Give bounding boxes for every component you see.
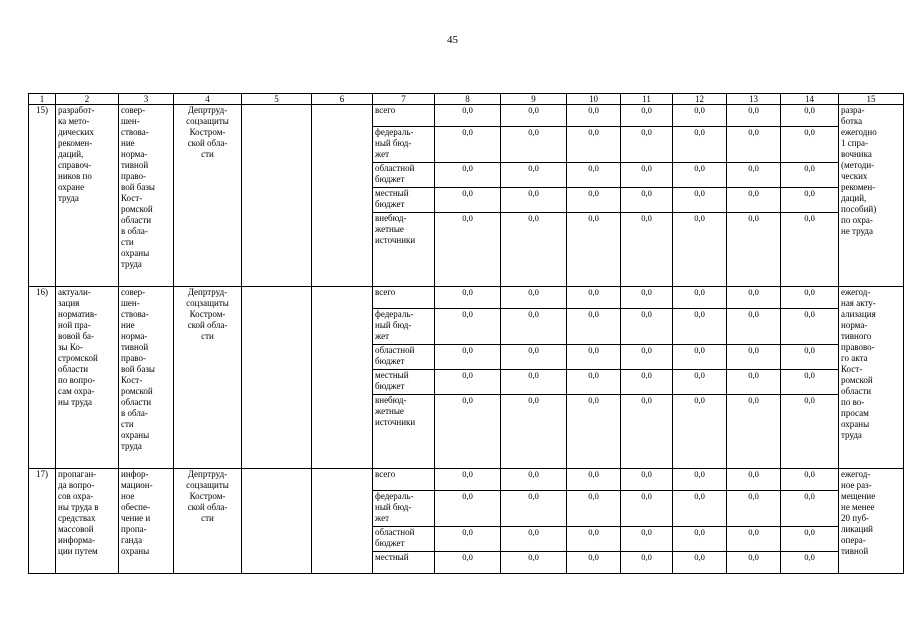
funding-amount: 0,0 <box>435 370 501 395</box>
expected-result: ежегод- ная акту- ализация норма- тивного правово- го акта Кост- ромской области по во- просам охраны труда <box>839 287 904 469</box>
funding-amount: 0,0 <box>621 345 673 370</box>
funding-source-label: внебюд- жетные источники <box>373 395 435 469</box>
funding-amount: 0,0 <box>435 188 501 213</box>
funding-amount: 0,0 <box>727 188 781 213</box>
column-header: 11 <box>621 94 673 105</box>
funding-amount: 0,0 <box>501 491 567 527</box>
event-name: разработ- ка мето- дических рекомен- даций, справоч- ников по охране труда <box>56 105 119 287</box>
funding-amount: 0,0 <box>567 127 621 163</box>
column-header: 14 <box>781 94 839 105</box>
funding-amount: 0,0 <box>435 163 501 188</box>
column-header: 4 <box>174 94 242 105</box>
funding-amount: 0,0 <box>501 395 567 469</box>
funding-amount: 0,0 <box>673 287 727 309</box>
funding-amount: 0,0 <box>621 469 673 491</box>
executor: Депртруд- соцзащиты Костром- ской обла- сти <box>174 287 242 469</box>
column-header: 5 <box>242 94 312 105</box>
funding-amount: 0,0 <box>621 491 673 527</box>
funding-amount: 0,0 <box>435 395 501 469</box>
funding-amount: 0,0 <box>781 491 839 527</box>
expected-result: ежегод- ное раз- мещение не менее 20 пуб- ликаций опера- тивной <box>839 469 904 574</box>
funding-amount: 0,0 <box>567 552 621 574</box>
funding-amount: 0,0 <box>621 105 673 127</box>
funding-amount: 0,0 <box>727 309 781 345</box>
funding-source-label: всего <box>373 105 435 127</box>
funding-amount: 0,0 <box>567 163 621 188</box>
funding-amount: 0,0 <box>781 163 839 188</box>
funding-amount: 0,0 <box>781 127 839 163</box>
event-name: актуали- зация норматив- ной пра- вовой ба- зы Ко- стромской области по вопро- сам охра- ны труда <box>56 287 119 469</box>
funding-amount: 0,0 <box>567 213 621 287</box>
funding-amount: 0,0 <box>567 188 621 213</box>
funding-source-label: внебюд- жетные источники <box>373 213 435 287</box>
funding-amount: 0,0 <box>727 491 781 527</box>
empty-cell <box>312 105 373 287</box>
funding-amount: 0,0 <box>781 188 839 213</box>
column-header: 15 <box>839 94 904 105</box>
funding-amount: 0,0 <box>567 345 621 370</box>
funding-amount: 0,0 <box>621 552 673 574</box>
funding-amount: 0,0 <box>727 469 781 491</box>
page-number: 45 <box>447 34 458 46</box>
funding-amount: 0,0 <box>673 188 727 213</box>
funding-amount: 0,0 <box>435 527 501 552</box>
table-row <box>29 287 904 309</box>
funding-amount: 0,0 <box>781 309 839 345</box>
funding-amount: 0,0 <box>781 345 839 370</box>
empty-cell <box>312 469 373 574</box>
funding-source-label: всего <box>373 469 435 491</box>
row-number: 16) <box>29 287 56 469</box>
funding-amount: 0,0 <box>781 287 839 309</box>
funding-amount: 0,0 <box>567 309 621 345</box>
funding-source-label: областной бюджет <box>373 163 435 188</box>
funding-amount: 0,0 <box>435 127 501 163</box>
funding-amount: 0,0 <box>501 552 567 574</box>
event-name: пропаган- да вопро- сов охра- ны труда в средствах массовой информа- ции путем <box>56 469 119 574</box>
column-header: 9 <box>501 94 567 105</box>
funding-amount: 0,0 <box>673 491 727 527</box>
funding-amount: 0,0 <box>501 287 567 309</box>
column-header: 2 <box>56 94 119 105</box>
program-direction: совер- шен- ствова- ние норма- тивной право- вой базы Кост- ромской области в обла- сти охраны труда <box>119 105 174 287</box>
funding-amount: 0,0 <box>435 105 501 127</box>
funding-amount: 0,0 <box>567 370 621 395</box>
funding-source-label: федераль- ный бюд- жет <box>373 491 435 527</box>
column-header: 10 <box>567 94 621 105</box>
column-header: 3 <box>119 94 174 105</box>
funding-amount: 0,0 <box>727 345 781 370</box>
funding-amount: 0,0 <box>727 552 781 574</box>
funding-amount: 0,0 <box>435 213 501 287</box>
funding-amount: 0,0 <box>621 395 673 469</box>
funding-amount: 0,0 <box>621 287 673 309</box>
column-header: 8 <box>435 94 501 105</box>
table-row <box>29 105 904 127</box>
funding-source-label: федераль- ный бюд- жет <box>373 309 435 345</box>
funding-amount: 0,0 <box>673 395 727 469</box>
program-direction: инфор- мацион- ное обеспе- чение и пропа- ганда охраны <box>119 469 174 574</box>
funding-amount: 0,0 <box>567 287 621 309</box>
funding-source-label: областной бюджет <box>373 527 435 552</box>
funding-amount: 0,0 <box>727 395 781 469</box>
funding-amount: 0,0 <box>501 105 567 127</box>
expected-result: разра- ботка ежегодно 1 спра- вочника (методи- ческих рекомен- даций, пособий) по охра- не труда <box>839 105 904 287</box>
funding-amount: 0,0 <box>435 287 501 309</box>
table-row <box>29 469 904 491</box>
funding-amount: 0,0 <box>435 469 501 491</box>
funding-amount: 0,0 <box>621 213 673 287</box>
executor: Депртруд- соцзащиты Костром- ской обла- сти <box>174 469 242 574</box>
funding-amount: 0,0 <box>501 188 567 213</box>
funding-amount: 0,0 <box>501 345 567 370</box>
funding-source-label: федераль- ный бюд- жет <box>373 127 435 163</box>
funding-amount: 0,0 <box>567 469 621 491</box>
funding-amount: 0,0 <box>727 287 781 309</box>
funding-amount: 0,0 <box>781 105 839 127</box>
funding-amount: 0,0 <box>435 345 501 370</box>
empty-cell <box>242 469 312 574</box>
funding-amount: 0,0 <box>673 345 727 370</box>
funding-amount: 0,0 <box>621 163 673 188</box>
row-number: 15) <box>29 105 56 287</box>
funding-amount: 0,0 <box>621 309 673 345</box>
row-number: 17) <box>29 469 56 574</box>
funding-source-label: местный бюджет <box>373 188 435 213</box>
funding-amount: 0,0 <box>501 127 567 163</box>
funding-amount: 0,0 <box>781 395 839 469</box>
funding-source-label: местный бюджет <box>373 370 435 395</box>
funding-amount: 0,0 <box>501 213 567 287</box>
funding-amount: 0,0 <box>781 527 839 552</box>
funding-amount: 0,0 <box>621 527 673 552</box>
funding-amount: 0,0 <box>673 552 727 574</box>
funding-source-label: областной бюджет <box>373 345 435 370</box>
funding-amount: 0,0 <box>621 127 673 163</box>
funding-amount: 0,0 <box>621 188 673 213</box>
funding-amount: 0,0 <box>621 370 673 395</box>
funding-amount: 0,0 <box>781 213 839 287</box>
empty-cell <box>312 287 373 469</box>
funding-amount: 0,0 <box>567 395 621 469</box>
funding-amount: 0,0 <box>673 527 727 552</box>
funding-amount: 0,0 <box>501 370 567 395</box>
executor: Депртруд- соцзащиты Костром- ской обла- сти <box>174 105 242 287</box>
funding-amount: 0,0 <box>567 105 621 127</box>
funding-amount: 0,0 <box>781 469 839 491</box>
program-direction: совер- шен- ствова- ние норма- тивной право- вой базы Кост- ромской области в обла- сти охраны труда <box>119 287 174 469</box>
funding-amount: 0,0 <box>727 127 781 163</box>
funding-amount: 0,0 <box>727 163 781 188</box>
column-header: 13 <box>727 94 781 105</box>
funding-amount: 0,0 <box>673 469 727 491</box>
funding-amount: 0,0 <box>567 527 621 552</box>
column-header: 6 <box>312 94 373 105</box>
funding-amount: 0,0 <box>781 370 839 395</box>
funding-amount: 0,0 <box>673 370 727 395</box>
empty-cell <box>242 105 312 287</box>
funding-amount: 0,0 <box>567 491 621 527</box>
funding-amount: 0,0 <box>501 163 567 188</box>
funding-source-label: всего <box>373 287 435 309</box>
funding-amount: 0,0 <box>501 527 567 552</box>
funding-amount: 0,0 <box>727 213 781 287</box>
funding-amount: 0,0 <box>673 105 727 127</box>
column-header: 1 <box>29 94 56 105</box>
funding-amount: 0,0 <box>673 213 727 287</box>
column-header: 7 <box>373 94 435 105</box>
empty-cell <box>242 287 312 469</box>
funding-amount: 0,0 <box>501 309 567 345</box>
funding-amount: 0,0 <box>435 552 501 574</box>
funding-amount: 0,0 <box>781 552 839 574</box>
funding-amount: 0,0 <box>673 309 727 345</box>
funding-amount: 0,0 <box>435 309 501 345</box>
program-events-table <box>28 93 904 574</box>
column-header-row <box>29 94 904 105</box>
funding-amount: 0,0 <box>673 163 727 188</box>
funding-amount: 0,0 <box>727 527 781 552</box>
funding-source-label: местный <box>373 552 435 574</box>
column-header: 12 <box>673 94 727 105</box>
funding-amount: 0,0 <box>673 127 727 163</box>
funding-amount: 0,0 <box>727 105 781 127</box>
funding-amount: 0,0 <box>501 469 567 491</box>
funding-amount: 0,0 <box>727 370 781 395</box>
funding-amount: 0,0 <box>435 491 501 527</box>
